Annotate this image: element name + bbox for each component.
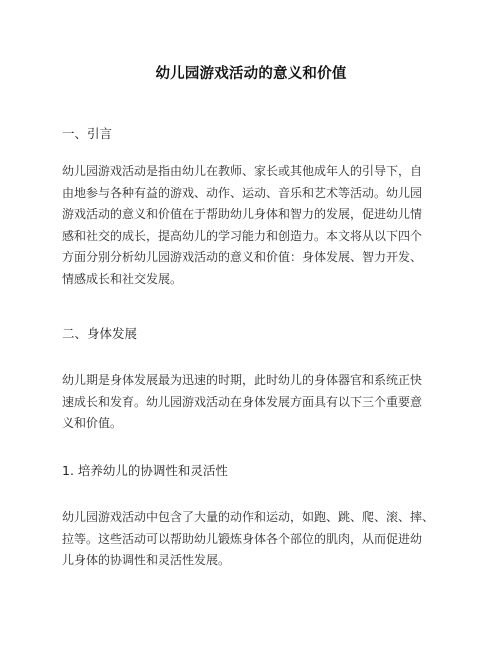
paragraph-line: 情感成长和社交发展。 [62, 271, 183, 286]
section-heading-introduction: 一、引言 [62, 126, 113, 141]
paragraph-line: 由地参与各种有益的游戏、动作、运动、音乐和艺术等活动。幼儿园 [62, 185, 423, 200]
section-paragraph-physical-development [62, 370, 422, 435]
section-heading-physical-development: 二、身体发展 [62, 326, 138, 341]
section-paragraph-introduction [62, 161, 422, 290]
paragraph-line: 幼儿园游戏活动是指由幼儿在教师、家长或其他成年人的引导下，自 [62, 164, 423, 178]
paragraph-line: 儿身体的协调性和灵活性发展。 [62, 553, 231, 567]
paragraph-line: 义和价值。 [62, 416, 123, 430]
subsection-heading-coordination: 1. 培养幼儿的协调性和灵活性 [62, 463, 228, 478]
subsection-paragraph-coordination [62, 507, 434, 572]
paragraph-line: 感和社交的成长，提高幼儿的学习能力和创造力。本文将从以下四个 [62, 228, 423, 243]
paragraph-line: 游戏活动的意义和价值在于帮助幼儿身体和智力的发展，促进幼儿情 [62, 207, 423, 221]
paragraph-line: 速成长和发育。幼儿园游戏活动在身体发展方面具有以下三个重要意 [62, 394, 423, 409]
document-title: 幼儿园游戏活动的意义和价值 [155, 66, 347, 82]
paragraph-line: 幼儿期是身体发展最为迅速的时期，此时幼儿的身体器官和系统正快 [62, 373, 423, 387]
paragraph-line: 拉等。这些活动可以帮助幼儿锻炼身体各个部位的肌肉，从而促进幼 [62, 531, 423, 546]
paragraph-line: 幼儿园游戏活动中包含了大量的动作和运动，如跑、跳、爬、滚、摔、 [62, 510, 435, 524]
paragraph-line: 方面分别分析幼儿园游戏活动的意义和价值：身体发展、智力开发、 [62, 250, 423, 264]
